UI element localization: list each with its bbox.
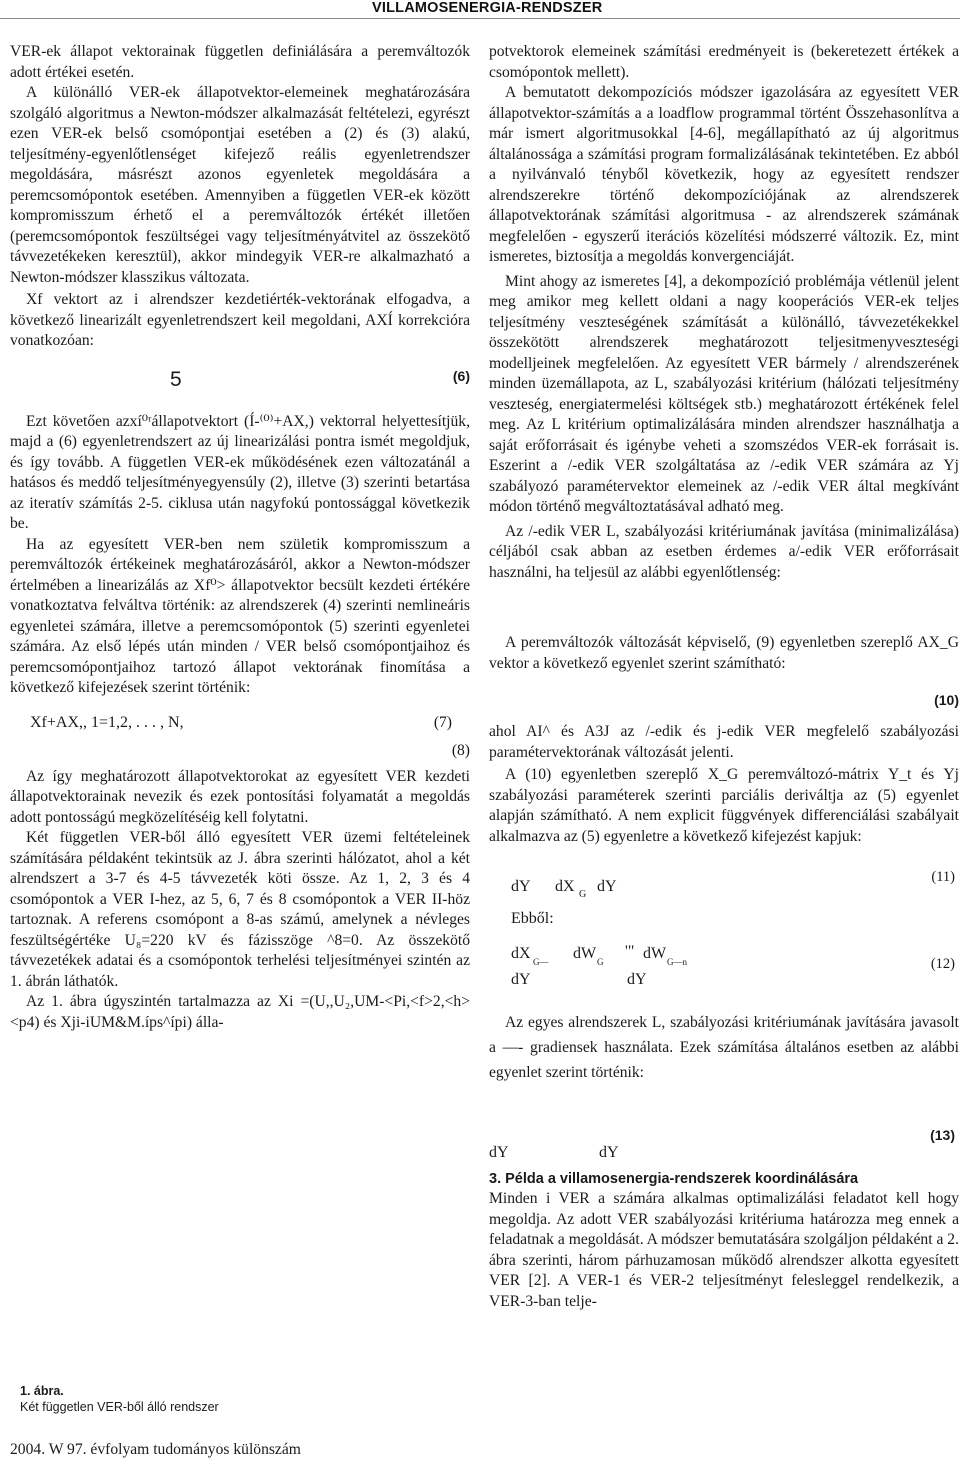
equation-body: 5 xyxy=(170,367,182,391)
figure-caption xyxy=(20,1383,219,1415)
math-term: dY xyxy=(511,878,531,895)
paragraph: Ezt követően azxí⁰ʳállapotvektort (Í-⁽⁰⁾+AX,) vektorral helyettesítjük, majd a (6) egyenletrendszert az új linearizálási pontra ismét megoldjuk, és így tovább. A független VER-ek működésének ezen változatánál a hatásos és meddő teljesítményegyensúly (2), illetve (3) szerinti betartása az iteratív számítás 2-5. ciklusa után nagyfokú pontossággal következik be. xyxy=(10,412,470,532)
paragraph: A peremváltozók változását képviselő, (9) egyenletben szereplő AX_G vektor a következő egyenlet szerint számítható: xyxy=(489,634,959,672)
right-column xyxy=(489,42,959,1312)
paragraph: Az egyes alrendszerek L, szabályozási kritériumának javítására javasolt a —- gradiensek használata. Ezek számítása általános esetben az alábbi egyenlet szerint történik: xyxy=(489,1013,959,1081)
paragraph: potvektorok elemeinek számítási eredményeit is (bekeretezett értékek a csomópontok mellett). xyxy=(489,43,959,81)
paragraph: Az 1. ábra úgyszintén tartalmazza az Xi =(U,,U₂,UM-<Pi,<f>2,<h><p4) és Xji-iUM&M.íps^ípi) álla- xyxy=(10,993,470,1031)
equation-number: (12) xyxy=(930,955,955,972)
figure-caption-text: Két független VER-ből álló rendszer xyxy=(20,1400,219,1414)
equation-11 xyxy=(489,869,959,903)
math-term: dY xyxy=(489,1143,509,1161)
equation-number: (6) xyxy=(452,367,470,384)
equation-6 xyxy=(10,364,470,404)
paragraph: A (10) egyenletben szereplő X_G peremváltozó-mátrix Y_t és Yj szabályozási paraméterek szerinti parciális deriváltja az (5) egyenlet alapján számítható. A nem explicit függvények differenciálási szabályait alkalmazva az (5) egyenletre a következő kifejezést kapjuk: xyxy=(489,766,959,845)
equation-number: (8) xyxy=(451,741,470,759)
math-subscript: G—n xyxy=(667,956,687,967)
left-column xyxy=(10,42,470,1033)
equation-13 xyxy=(489,1125,959,1169)
math-term: dY xyxy=(597,878,617,895)
equation-body: Xf+AX,, 1=1,2, . . . , N, xyxy=(30,713,184,731)
math-term: dW xyxy=(573,944,597,962)
paragraph: Xf vektort az i alrendszer kezdetiérték-vektorának elfogadva, a következő linearizált egyenletrendszert keil megoldani, AXÍ korrekcióra vonatkozóan: xyxy=(10,291,470,349)
ebbol-label: Ebből: xyxy=(511,910,554,927)
figure-label: 1. ábra. xyxy=(20,1384,64,1398)
paragraph: Mint ahogy az ismeretes [4], a dekompozíció problémája vétlenül jelent meg amikor meg kellett oldani a nagy kooperációs VER-ek teljes teljesítmény veszteségének számítását a különálló, távvezetékekkel összekötött alrendszerek meghatározott teljesitmenyveszteségi modelljeinek megfelelően. Az egyesített VER bármely / alrendszerének minden üzemállapota, az L, szabályozási kritérium (hálózati teljesítmény veszteség, energiatermelési költségek stb.) meghatározott értékének felel meg. Az L kritérium optimalizálására minden alrendszer használhatja a saját erőforrásait és igénybe veheti a szomszédos VER-ek forrásait is. Eszerint a /-edik VER szolgáltatása az /-edik VER számára az Yj szabályozó paramétervektor elemeinek az /-edik VER által megkívánt módon történő megváltoztatásával adható meg. xyxy=(489,272,959,515)
equation-number: (7) xyxy=(433,713,452,731)
math-subscript: G xyxy=(579,889,587,900)
running-header: VILLAMOSENERGIA-RENDSZER xyxy=(372,0,603,16)
math-term: dW xyxy=(643,944,667,962)
math-subscript: G xyxy=(597,956,604,967)
paragraph: Az /-edik VER L, szabályozási kritériumának javítása (minimalizálása) céljából csak abban az esetben érdemes a/-edik VER erőforrásait használni, ha teljesül az alábbi egyenlőtlenség: xyxy=(489,522,959,581)
paragraph: Ha az egyesített VER-ben nem születik kompromisszum a peremváltozók értékeinek meghatározásáról, akkor a Newton-módszer értelmében a linearizálás az Xf⁰> állapotvektor becsült kezdeti értékére vonatkoztatva felváltva történik: az alrendszerek (4) szerinti nemlineáris egyenletei számára, illetve a peremcsomópontok (5) szerinti egyenletei számára. Az első lépés után minden / VER belső csomópontjaihoz és peremcsomópontjaihoz tartozó állapot vektorának finomítása a következő kifejezések szerint történik: xyxy=(10,535,470,696)
equation-12 xyxy=(489,944,959,996)
math-term: dX xyxy=(511,944,531,962)
paragraph: VER-ek állapot vektorainak független definiálására a peremváltozók adott értékei esetén. xyxy=(10,43,470,81)
equation-number: (10) xyxy=(934,692,959,708)
equation-10 xyxy=(489,680,959,714)
paragraph: ahol AI^ és A3J az /-edik és j-edik VER megfelelő szabályozási paramétervektorának változását jelenti. xyxy=(489,723,959,761)
equation-7 xyxy=(10,711,470,741)
math-term: dY xyxy=(511,970,531,988)
inequality-9-space xyxy=(489,583,959,633)
paragraph: Minden i VER a számára alkalmas optimalizálási feladatot kell hogy megoldja. Az adott VER szabályozási kritériuma határozza meg ennek a feladatnak a megoldását. A módszer bemutatására szolgáljon példaként a 2. ábra szerinti, három párhuzamosan működő alrendszer alkotta egyesített VER [2]. A VER-1 és VER-2 teljesítményt felesleggel rendelkezik, a VER-3-ban telje- xyxy=(489,1190,959,1310)
header-rule xyxy=(0,18,960,19)
equation-8 xyxy=(10,741,470,767)
math-term: dY xyxy=(627,970,647,988)
page-footer: 2004. W 97. évfolyam tudományos különszám xyxy=(10,1441,301,1458)
math-term: '" xyxy=(625,942,635,960)
math-subscript: G— xyxy=(533,956,549,967)
paragraph: Az így meghatározott állapotvektorokat az egyesített VER kezdeti állapotvektorainak nevezik és ezek pontosítási folyamatát a megoldás adott pontosságú megközelítéséig kell folytatni. xyxy=(10,767,470,826)
section-title: 3. Példa a villamosenergia-rendszerek koordinálására xyxy=(489,1170,859,1187)
math-term: dY xyxy=(599,1143,619,1161)
equation-number: (13) xyxy=(930,1126,955,1143)
equation-number: (11) xyxy=(931,869,955,885)
math-term: dX xyxy=(555,878,575,895)
paragraph: A bemutatott dekompozíciós módszer igazolására az egyesített VER állapotvektor-számítás a a loadflow programmal történt Összehasonlítva a már ismert algoritmusokkal [4-6], megállapítható az új algoritmus általánossága a számítási program formalizálásának tekintetében. Ez abból a nyilvánvaló tényből következik, hogy az egyesített rendszer alrendszerekre történő dekompozíciójának az alrendszerek állapotvektorának számítási algoritmusa - az alrendszerek számának megfelelően - egyszerű iterációs közelítési módszerré változik. Ez, mint ismeretes, biztosítja a megoldás konvergenciáját. xyxy=(489,84,959,265)
paragraph: A különálló VER-ek állapotvektor-elemeinek meghatározására szolgáló algoritmus a Newton-módszer alkalmazását feltételezi, egyrészt ezen VER-ek belső csomópontjai esetében a (2) és (3) alakú, teljesítmény-egyenlőtlenséget kifejező reális egyenletrendszer megoldására, másrészt azonos egyenletek megoldására a peremcsomópontok esetében. Amennyiben a független VER-ek között kompromisszum érhető el a peremváltozók értékét illetően (peremcsomópontok feszültségei vagy teljesítményátvitel az összekötő távvezetékeken keresztül), akkor mindegyik VER-re alkalmazható a Newton-módszer klasszikus változata. xyxy=(10,84,470,286)
paragraph: Két független VER-ből álló egyesített VER üzemi feltételeinek számítására példaként tekintsük az J. ábra szerinti hálózatot, ahol a két alrendszert a 3-7 és 4-5 távvezeték köti össze. Az 1, 2, 3 és 4 csomópontok a VER I-hez, az 5, 6, 7 és 8 csomópontok a VER II-höz tartoznak. A referens csomópont a 8-as számú, amelynek a névleges feszültségértéke U₈=220 kV és fázisszöge ^8=0. Az összekötő távvezetékek adatai és a csomópontok terhelési teljesítményei szintén az 1. ábrán láthatók. xyxy=(10,829,470,990)
